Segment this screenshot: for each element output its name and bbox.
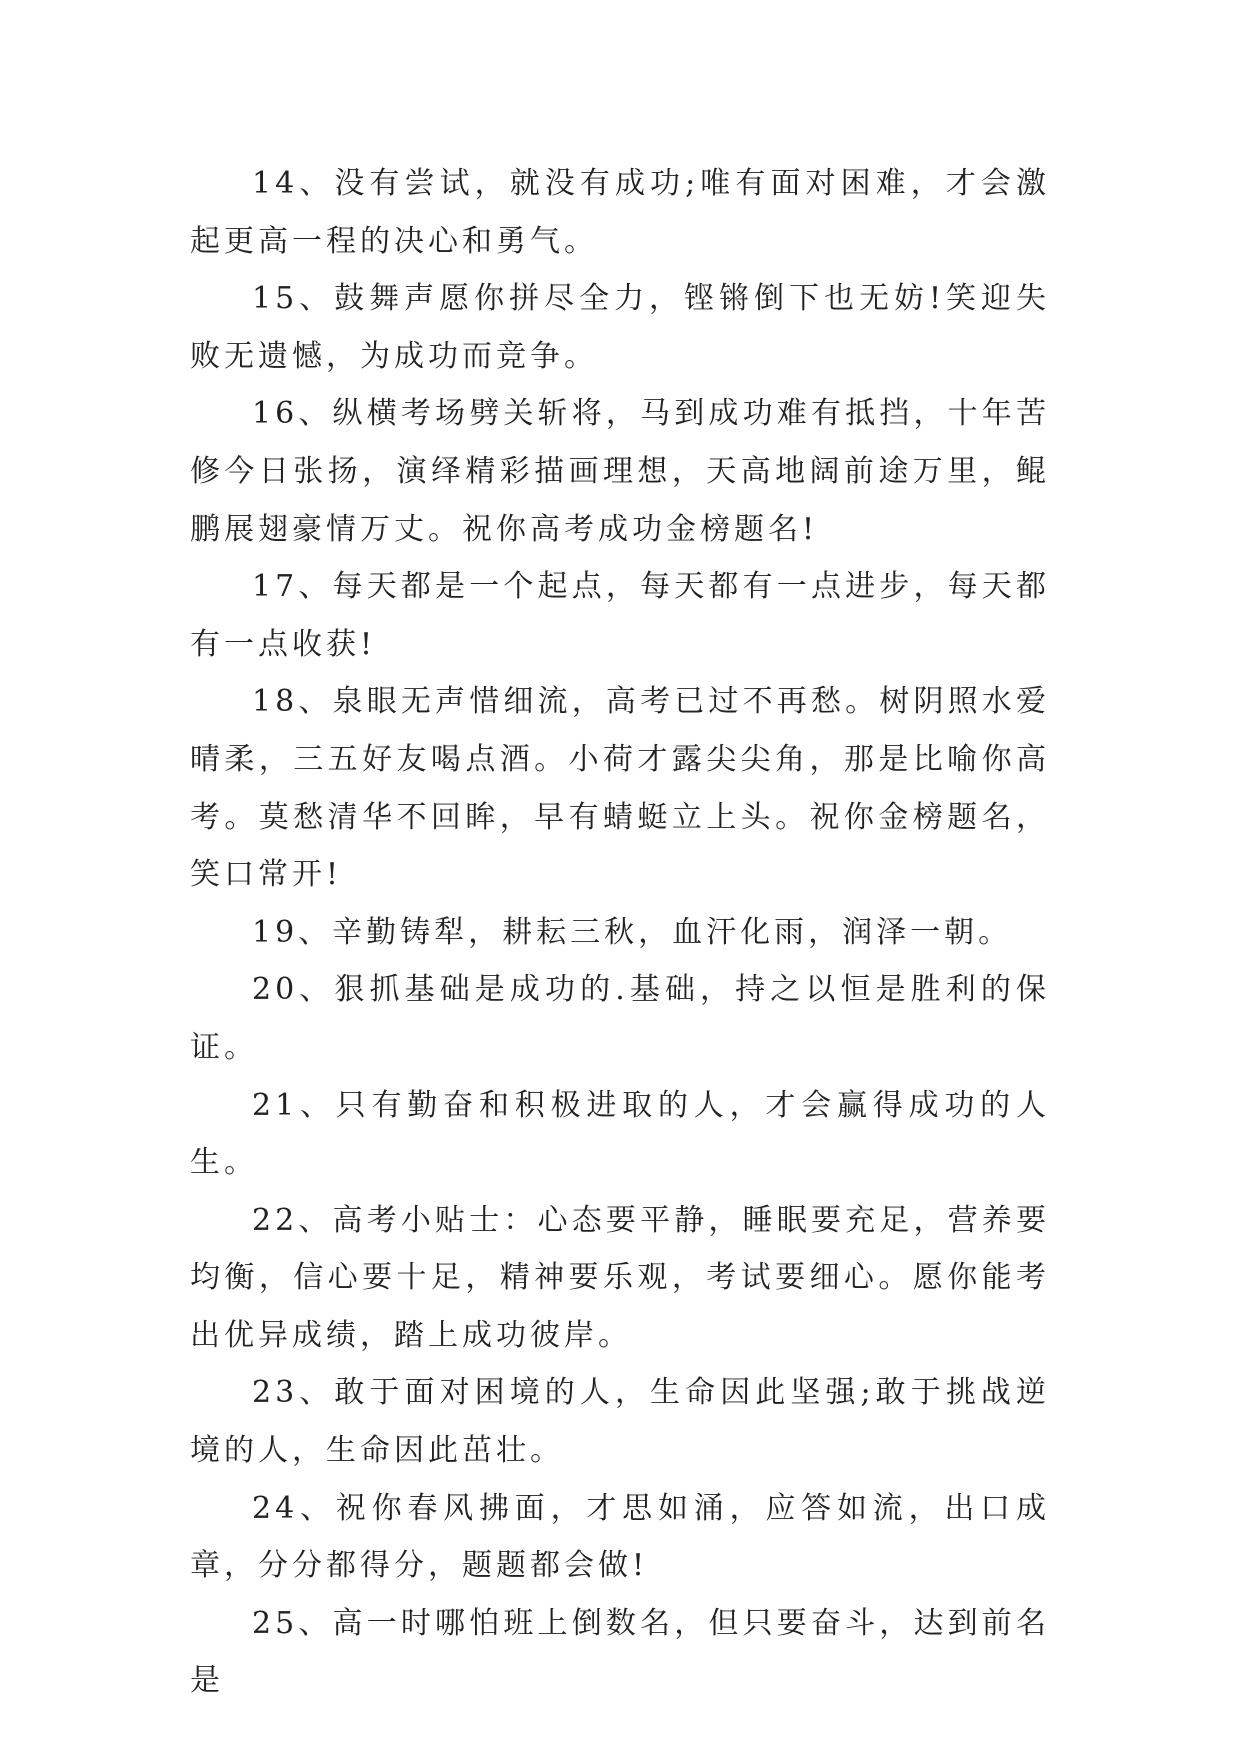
paragraph-15: 15、鼓舞声愿你拼尽全力，铿锵倒下也无妨!笑迎失败无遗憾，为成功而竞争。: [190, 281, 1050, 374]
paragraph-14: 14、没有尝试，就没有成功;唯有面对困难，才会激起更高一程的决心和勇气。: [190, 166, 1050, 259]
paragraph-19: 19、辛勤铸犁，耕耘三秋，血汗化雨，润泽一朝。: [252, 914, 1013, 950]
document-body: [190, 155, 1050, 1710]
paragraph-16: 16、纵横考场劈关斩将，马到成功难有抵挡，十年苦修今日张扬，演绎精彩描画理想，天高地阔前途万里，鲲鹏展翅豪情万丈。祝你高考成功金榜题名!: [190, 396, 1050, 547]
paragraph-24: 24、祝你春风拂面，才思如涌，应答如流，出口成章，分分都得分，题题都会做!: [190, 1490, 1050, 1584]
paragraph-17: 17、每天都是一个起点，每天都有一点进步，每天都有一点收获!: [190, 569, 1050, 662]
paragraph-23: 23、敢于面对困境的人，生命因此坚强;敢于挑战逆境的人，生命因此茁壮。: [190, 1375, 1050, 1469]
paragraph-25: 25、高一时哪怕班上倒数名，但只要奋斗，达到前名是: [190, 1605, 1050, 1699]
paragraph-22: 22、高考小贴士：心态要平静，睡眠要充足，营养要均衡，信心要十足，精神要乐观，考试要细心。愿你能考出优异成绩，踏上成功彼岸。: [190, 1202, 1050, 1353]
paragraph-21: 21、只有勤奋和积极进取的人，才会赢得成功的人生。: [190, 1087, 1050, 1181]
paragraph-20: 20、狠抓基础是成功的.基础，持之以恒是胜利的保证。: [190, 972, 1050, 1065]
paragraph-18: 18、泉眼无声惜细流，高考已过不再愁。树阴照水爱晴柔，三五好友喝点酒。小荷才露尖尖角，那是比喻你高考。莫愁清华不回眸，早有蜻蜓立上头。祝你金榜题名，笑口常开!: [190, 684, 1050, 893]
